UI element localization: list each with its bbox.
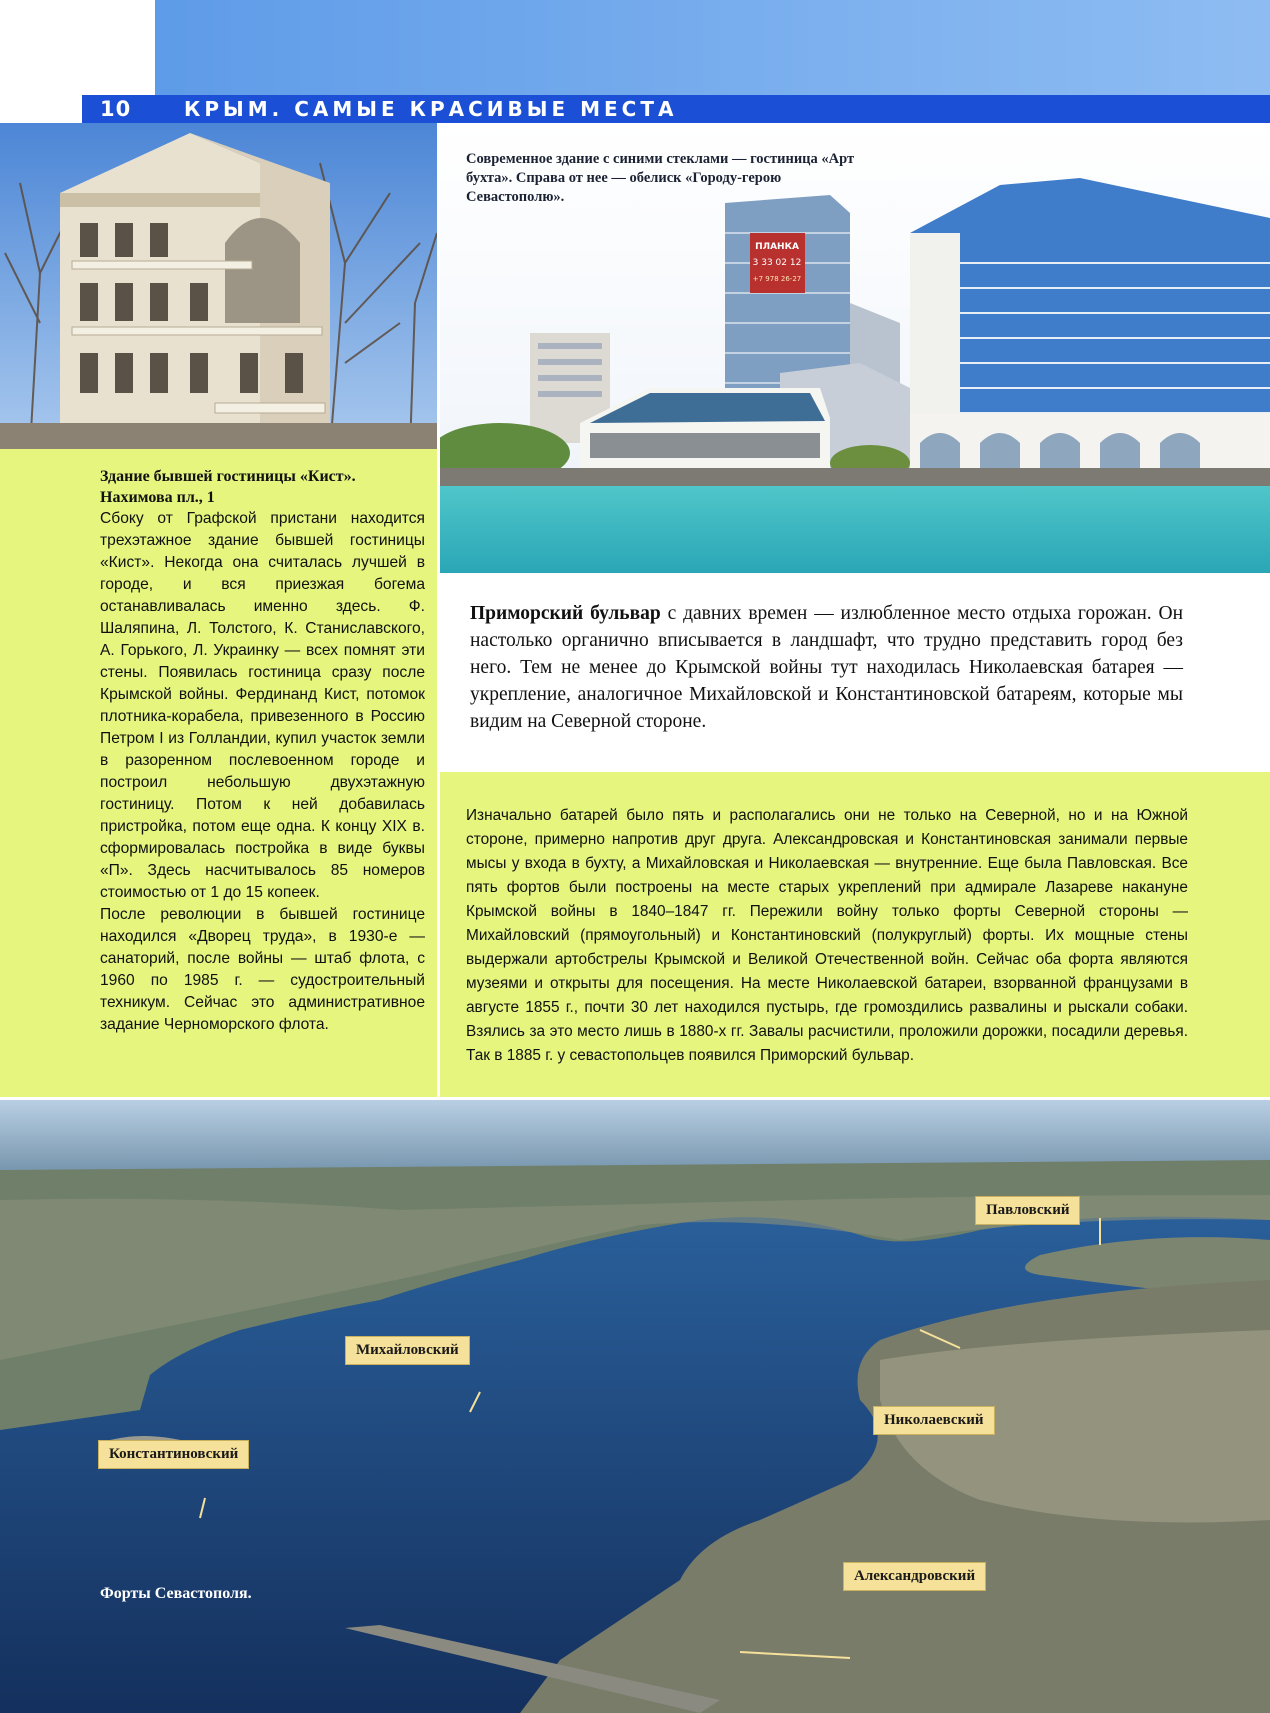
kist-hotel-illustration <box>0 123 437 449</box>
photo-aerial-forts <box>0 1100 1270 1713</box>
kist-article <box>100 508 425 1036</box>
label-konstantinovsky: Константиновский <box>98 1440 249 1469</box>
billboard-line-1: ПЛАНКА <box>755 242 799 252</box>
history-paragraph: Изначально батарей было пять и располагались они не только на Северной, но и на Южной стороне, примерно напротив друг друга. Александровская и Константиновская занимали первые мысы у входа в бухту, а Михайловская и Николаевская — внутренние. Еще была Павловская. Все пять фортов были построены на месте старых укреплений при адмирале Лазареве накануне Крымской войны в 1840–1847 гг. Пережили войну только форты Северной стороны — Михайловский (прямоугольный) и Константиновский (полукруглый) форты. Их мощные стены выдержали артобстрелы Крымской и Великой Отечественной войн. Сейчас оба форта являются музеями и открыты для посещения. На месте Николаевской батареи, взорванной французами в августе 1855 г., почти 30 лет находился пустырь, где громоздились развалины и рыскали собаки. Взялись за это место лишь в 1880-х гг. Завалы расчистили, проложили дорожки, посадили деревья. Так в 1885 г. у севастопольцев появился Приморский бульвар. <box>466 807 1188 1064</box>
label-aleksandrovsky: Александровский <box>843 1562 986 1591</box>
page-number: 10 <box>100 97 132 121</box>
kist-paragraph-1: Сбоку от Графской пристани находится трехэтажное здание бывшей гостиницы «Кист». Некогда она считалась лучшей в городе, и вся приезжая богема останавливалась именно здесь. Ф. Шаляпина, Л. Толстого, К. Станиславского, А. Горького, Л. Украинку — всех помнят эти стены. Появилась гостиница сразу после Крымской войны. Фердинанд Кист, потомок плотника-корабела, привезенного в Россию Петром I из Голландии, купил участок земли в разоренном послевоенном городе и построил небольшую двухэтажную гостиницу. Потом к ней добавилась пристройка, потом еще одна. К концу XIX в. сформировалась постройка в виде буквы «П». Здесь насчитывалось 85 номеров стоимостью от 1 до 15 копеек. <box>100 510 425 901</box>
billboard-line-3: +7 978 26-27 <box>752 275 802 283</box>
lead-paragraph <box>470 600 1183 735</box>
aerial-illustration <box>0 1100 1270 1713</box>
lead-text: с давних времен — излюбленное место отдыха горожан. Он настолько органично вписывается в ландшафт, что трудно представить город без него. Тем не менее до Крымской войны тут находилась Николаевская батарея — укрепление, аналогичное Михайловской и Константиновской батареям, которые мы видим на Северной стороне. <box>470 603 1184 732</box>
kist-photo-caption: Здание бывшей гостиницы «Кист». Нахимова пл., 1 <box>100 468 356 506</box>
aerial-photo-caption: Форты Севастополя. <box>100 1585 252 1602</box>
art-bukhta-caption: Современное здание с синими стеклами — гостиница «Арт бухта». Справа от нее — обелиск «Городу-герою Севастополю». <box>466 151 855 205</box>
label-nikolaevsky: Николаевский <box>873 1406 995 1435</box>
header-band <box>0 0 1270 95</box>
kist-paragraph-2: После революции в бывшей гостинице находился «Дворец труда», в 1930-е — санаторий, после войны — штаб флота, с 1960 по 1985 г. — судостроительный техникум. Сейчас это административное задание Черноморского флота. <box>100 906 425 1033</box>
billboard-line-2: 3 33 02 12 <box>752 258 802 268</box>
lead-bold-term: Приморский бульвар <box>470 603 661 624</box>
label-mikhailovsky: Михайловский <box>345 1336 470 1365</box>
book-title: КРЫМ. САМЫЕ КРАСИВЫЕ МЕСТА <box>184 97 678 121</box>
header-left-strip <box>0 95 82 123</box>
label-pavlovsky: Павловский <box>975 1196 1080 1225</box>
photo-kist-hotel <box>0 123 437 449</box>
running-header <box>82 95 1270 123</box>
